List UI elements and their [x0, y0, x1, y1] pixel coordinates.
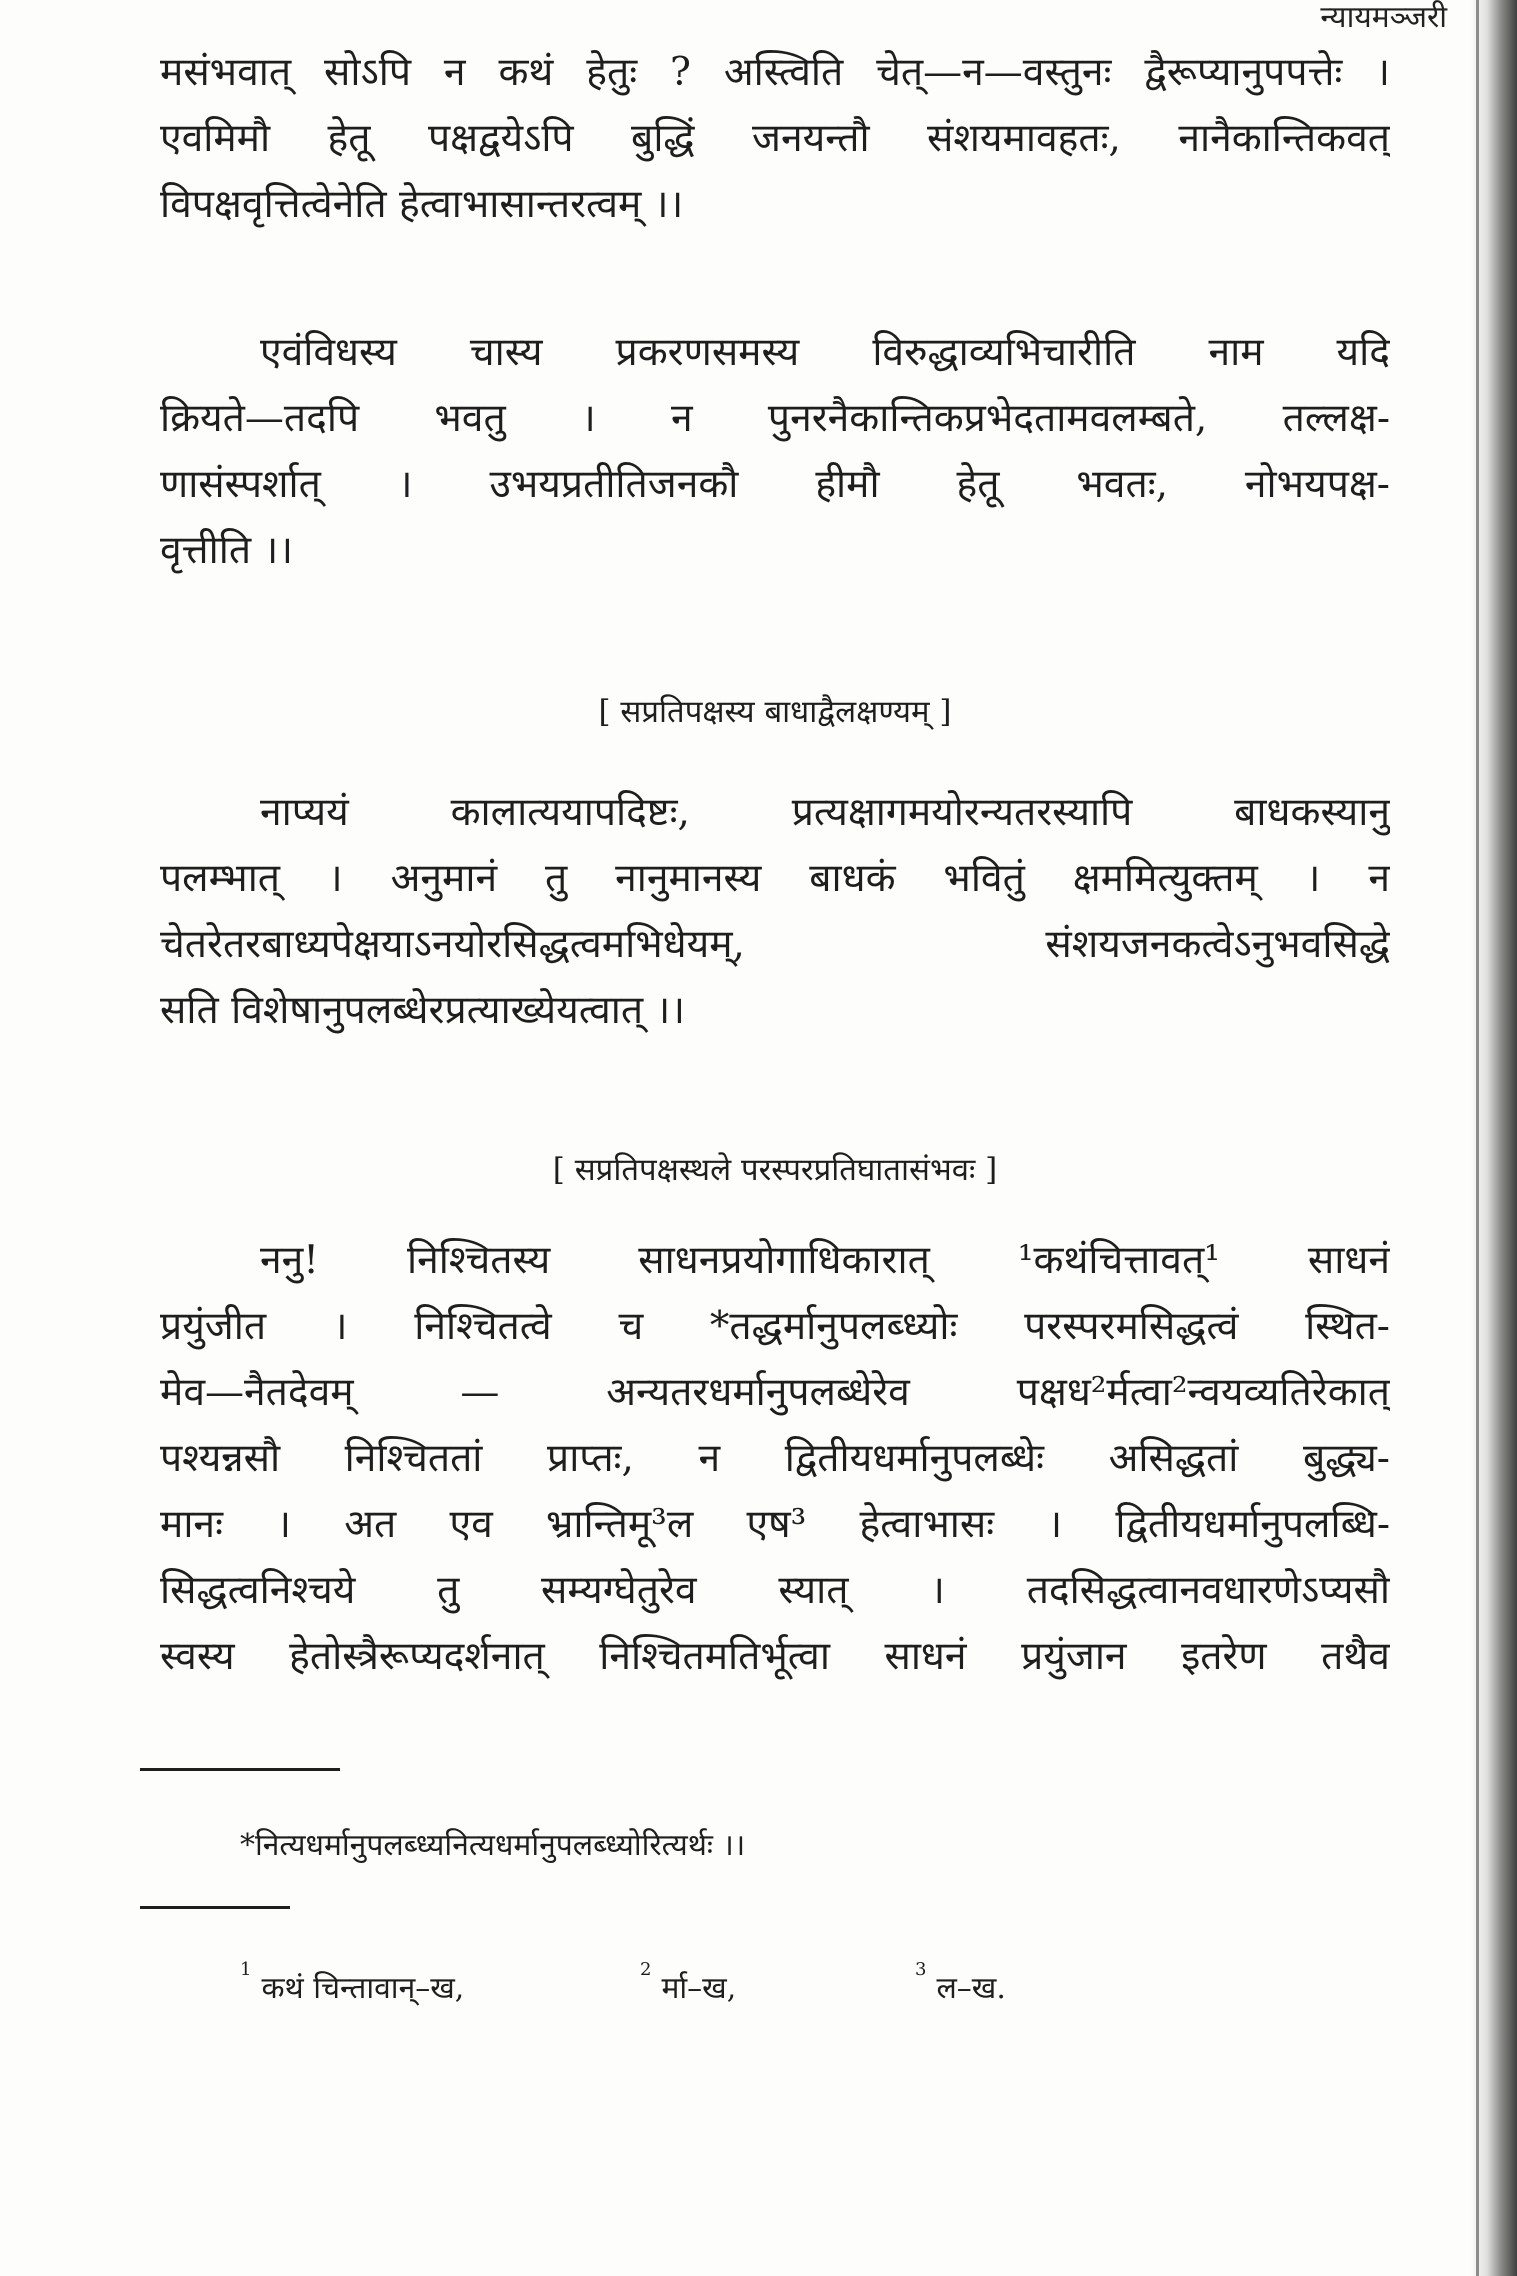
text-line: एवमिमौ हेतू पक्षद्वयेऽपि बुद्धिं जनयन्तौ संशयमावहतः, नानैकान्तिकवत्	[160, 116, 1390, 161]
text-line: विपक्षवृत्तित्वेनेति हेत्वाभासान्तरत्वम् ।।	[160, 182, 684, 227]
text-line: प्रयुंजीत । निश्चितत्वे च *तद्धर्मानुपलब्ध्योः परस्परमसिद्धत्वं स्थित-	[160, 1304, 1390, 1349]
variant-reading	[915, 1958, 1006, 2013]
variant-reading	[240, 1958, 464, 2013]
paragraph-2	[160, 320, 1390, 584]
variant-marker: 2	[640, 1959, 652, 1980]
text-line: पलम्भात् । अनुमानं तु नानुमानस्य बाधकं भवितुं क्षममित्युक्तम् । न	[160, 856, 1390, 901]
section-heading: [ सप्रतिपक्षस्थले परस्परप्रतिघातासंभवः ]	[552, 1152, 998, 1188]
variant-text: कथं चिन्तावान्–ख,	[261, 1971, 465, 2006]
variant-readings	[0, 1958, 1517, 2006]
text-line: सति विशेषानुपलब्धेरप्रत्याख्येयत्वात् ।।	[160, 988, 686, 1033]
text-line: मसंभवात् सोऽपि न कथं हेतुः ? अस्त्विति चेत्—न—वस्तुनः द्वैरूप्यानुपपत्तेः ।	[160, 50, 1390, 95]
text-line: स्वस्य हेतोस्त्रैरूप्यदर्शनात् निश्चितमतिर्भूत्वा साधनं प्रयुंजान इतरेण तथैव	[160, 1634, 1390, 1679]
text-line: वृत्तीति ।।	[160, 528, 294, 573]
text-line: चेतरेतरबाध्यपेक्षयाऽनयोरसिद्धत्वमभिधेयम्, संशयजनकत्वेऽनुभवसिद्धे	[160, 922, 1390, 967]
text-line: ननु! निश्चितस्य साधनप्रयोगाधिकारात् ¹कथंचित्तावत्¹ साधनं	[260, 1238, 1390, 1283]
running-head: न्यायमञ्जरी	[1320, 0, 1447, 35]
text-line: सिद्धत्वनिश्चये तु सम्यग्घेतुरेव स्यात् । तदसिद्धत्वानवधारणेऽप्यसौ	[160, 1568, 1390, 1613]
section-heading: [ सप्रतिपक्षस्य बाधाद्वैलक्षण्यम् ]	[598, 694, 952, 730]
text-line: णासंस्पर्शात् । उभयप्रतीतिजनकौ हीमौ हेतू भवतः, नोभयपक्ष-	[160, 462, 1390, 507]
paragraph-1	[160, 40, 1390, 238]
text-line: पश्यन्नसौ निश्चिततां प्राप्तः, न द्वितीयधर्मानुपलब्धेः असिद्धतां बुद्ध्य-	[160, 1436, 1390, 1481]
paragraph-4	[160, 1228, 1390, 1690]
text-line: क्रियते—तदपि भवतु । न पुनरनैकान्तिकप्रभेदतामवलम्बते, तल्लक्ष-	[160, 396, 1390, 441]
footnote-rule	[140, 1768, 340, 1771]
variant-marker: 3	[915, 1959, 927, 1980]
paragraph-3	[160, 780, 1390, 1044]
star-footnote: *नित्यधर्मानुपलब्ध्यनित्यधर्मानुपलब्ध्योरित्यर्थः ।।	[240, 1828, 746, 1863]
variant-text: र्मा–ख,	[661, 1971, 737, 2006]
text-line: एवंविधस्य चास्य प्रकरणसमस्य विरुद्धाव्यभिचारीति नाम यदि	[260, 330, 1390, 375]
variant-reading	[640, 1958, 736, 2013]
page-binding-edge	[1476, 0, 1479, 2276]
text-line: मानः । अत एव भ्रान्तिमू³ल एष³ हेत्वाभासः । द्वितीयधर्मानुपलब्धि-	[160, 1502, 1390, 1547]
variants-rule	[140, 1906, 290, 1909]
variant-text: ल–ख.	[936, 1971, 1006, 2006]
variant-marker: 1	[240, 1959, 252, 1980]
text-line: नाप्ययं कालात्ययापदिष्टः, प्रत्यक्षागमयोरन्यतरस्यापि बाधकस्यानु	[260, 790, 1390, 835]
text-line: मेव—नैतदेवम् — अन्यतरधर्मानुपलब्धेरेव पक्षध²र्मत्वा²न्वयव्यतिरेकात्	[160, 1370, 1390, 1415]
